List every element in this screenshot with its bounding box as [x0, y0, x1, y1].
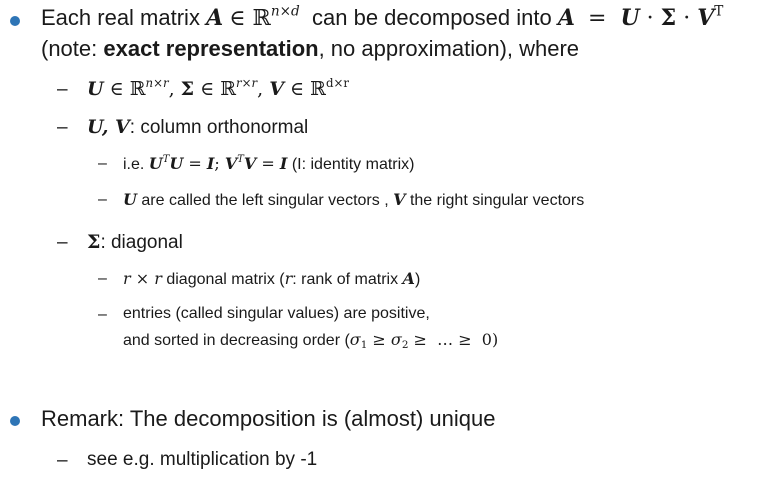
rank-of-text: : rank of matrix — [292, 271, 403, 288]
math-V-2: V — [269, 78, 284, 100]
math-U: U — [87, 78, 104, 100]
dash-marker: – — [57, 450, 68, 471]
entries-text-1: entries (called singular values) are positive, — [123, 305, 430, 322]
dash-marker: – — [98, 270, 107, 287]
math-superscript: n×d — [270, 3, 300, 20]
statement-text: Each real matrix — [41, 5, 200, 30]
math-I-2: I — [279, 154, 288, 173]
math-semi: ; — [214, 154, 225, 173]
note-prefix: (note: — [41, 36, 104, 61]
see-eg-line — [87, 449, 317, 471]
math-elem: ∈ ℝ — [229, 6, 271, 31]
ie-prefix: i.e. — [123, 156, 149, 173]
math-sub-2: 2 — [401, 339, 409, 352]
math-sup-dr: d×r — [325, 75, 349, 90]
math-ge-2: ≥ … ≥ 0) — [408, 330, 499, 349]
math-UV: U, V — [87, 116, 130, 138]
math-V-T: V — [224, 154, 238, 173]
math-eq: = — [183, 154, 207, 173]
math-sub-1: 1 — [360, 339, 368, 352]
math-U-Sigma-V: U — [620, 5, 640, 31]
math-comma-2: , — [257, 78, 270, 100]
identity-line — [123, 154, 415, 174]
statement-mid: can be decomposed into — [312, 5, 552, 30]
math-sigma: Σ — [660, 5, 677, 31]
math-transpose: T — [714, 3, 724, 20]
remark-line — [41, 406, 495, 432]
bullet-dot — [10, 416, 20, 426]
diagonal-line — [87, 231, 183, 254]
note-line — [41, 36, 579, 62]
decomposition-statement — [41, 5, 723, 31]
dash-marker: – — [57, 79, 68, 100]
entries-line-1 — [123, 305, 430, 323]
singular-vectors-line — [123, 190, 584, 210]
math-in-2: ∈ ℝ — [194, 78, 237, 100]
diagonal-label: : diagonal — [100, 232, 183, 253]
dash-marker: – — [98, 306, 107, 323]
diag-matrix-text: diagonal matrix ( — [161, 271, 285, 288]
math-V: V — [697, 5, 715, 31]
dash-marker: – — [98, 191, 107, 208]
math-in: ∈ ℝ — [103, 78, 146, 100]
close-paren: ) — [414, 271, 421, 288]
math-V-3: V — [243, 154, 257, 173]
math-sigma-2: Σ — [180, 78, 195, 100]
math-V-4: V — [393, 190, 406, 209]
math-times: × — [130, 269, 155, 288]
ie-note: (I: identity matrix) — [287, 156, 415, 173]
dash-marker: – — [57, 117, 68, 138]
math-sigma1: σ — [349, 330, 361, 349]
dash-marker: – — [98, 155, 107, 172]
rank-line — [123, 269, 420, 289]
math-I: I — [206, 154, 215, 173]
math-decomposition: A — [557, 5, 575, 31]
math-dot-2: · — [676, 6, 698, 31]
math-r: r — [154, 269, 162, 288]
note-bold: exact representation — [103, 36, 319, 61]
entries-text-2: and sorted in decreasing order ( — [123, 332, 350, 349]
right-vectors-text: the right singular vectors — [405, 192, 585, 209]
bullet-dot — [10, 16, 20, 26]
see-eg-text: see e.g. multiplication by -1 — [87, 449, 318, 470]
math-sup-nr: n×r — [145, 75, 169, 90]
math-equals: = — [581, 6, 621, 31]
math-U-4: U — [123, 190, 137, 209]
remark-text: Remark: The decomposition is (almost) unique — [41, 406, 496, 431]
math-sup-rr: r×r — [236, 75, 258, 90]
math-dot: · — [639, 6, 661, 31]
math-T: T — [162, 154, 170, 166]
math-A-3: A — [402, 269, 415, 288]
math-sigma2: σ — [390, 330, 402, 349]
entries-line-2 — [123, 330, 498, 350]
math-ge: ≥ — [367, 330, 391, 349]
math-r-2: r — [284, 269, 293, 288]
orthonormal-label: : column orthonormal — [129, 117, 309, 138]
math-A-in-R: A — [206, 5, 224, 31]
math-eq-2: = — [256, 154, 280, 173]
math-comma: , — [168, 78, 181, 100]
math-T-2: T — [237, 154, 244, 166]
math-sigma-3: Σ — [87, 231, 101, 253]
left-vectors-text: are called the left singular vectors , — [136, 192, 394, 209]
math-rxr: r — [123, 269, 131, 288]
math-in-3: ∈ ℝ — [284, 78, 326, 100]
math-U-T: U — [148, 154, 163, 173]
math-U-3: U — [169, 154, 184, 173]
note-suffix: , no approximation), where — [318, 36, 580, 61]
dash-marker: – — [57, 232, 68, 253]
orthonormal-line — [87, 116, 308, 139]
dims-line — [87, 75, 349, 101]
